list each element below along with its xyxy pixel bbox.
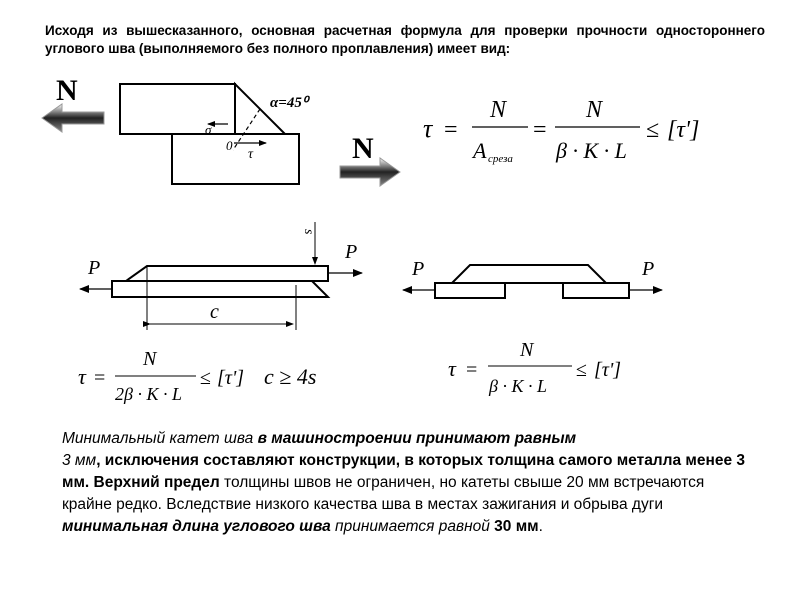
strap-leq: ≤ (576, 359, 587, 381)
bottom-part-4: , исключения составляют конструкции, в которых толщина самого металла менее 3 мм. Верхний предел (62, 452, 746, 491)
bottom-part-7: принимается равной (330, 518, 495, 535)
main-eq-2: = (533, 117, 547, 143)
force-n-left-label: N (56, 74, 78, 107)
lap-c-label: c (210, 301, 219, 323)
force-n-right-label: N (352, 132, 374, 165)
lap-joint-figure (80, 222, 362, 330)
strap-joint-figure (403, 258, 662, 298)
intro-paragraph: Исходя из вышесказанного, основная расчетная формула для проверки прочности одностороннего углового шва (выполняемого без полного проплавления) имеет вид: (45, 23, 765, 56)
lap-allow: [τ'] (217, 367, 245, 389)
force-arrow-left-icon (42, 104, 104, 132)
strap-allow: [τ'] (594, 359, 622, 381)
main-numerator-2: N (586, 97, 603, 123)
bottom-part-9: . (538, 518, 543, 535)
bottom-part-3: 3 мм (62, 452, 97, 469)
bottom-part-5: толщины швов не ограничен, но катеты свыше 20 мм встречаются крайне редко. Вследствие низкого качества шва в местах зажигания и обрыва дуги (62, 474, 705, 513)
strap-eq: = (466, 359, 478, 381)
lap-condition: c ≥ 4s (264, 364, 317, 389)
main-tau: τ (423, 114, 433, 143)
lap-denominator: 2β · K · L (115, 384, 182, 404)
main-denom-sub: среза (488, 153, 513, 165)
main-eq-1: = (444, 117, 458, 143)
upper-plate (120, 84, 235, 134)
strap-right-plate (563, 283, 629, 298)
strap-p-left-label: P (412, 258, 425, 280)
lap-numerator: N (143, 348, 157, 370)
strap-plate (452, 265, 606, 283)
lap-p-right-label: P (345, 241, 358, 263)
main-leq: ≤ (646, 117, 660, 143)
bottom-paragraph (62, 428, 752, 538)
lower-plate (172, 134, 299, 184)
lap-eq: = (94, 367, 106, 389)
bottom-part-8: 30 мм (494, 518, 539, 535)
strap-left-plate (435, 283, 505, 298)
lap-upper-plate (126, 266, 328, 281)
strap-tau: τ (448, 356, 456, 381)
bottom-part-2: в машиностроении принимают равным (253, 430, 577, 447)
sigma-label: σ (205, 122, 212, 137)
angle-label: α=45⁰ (270, 95, 308, 111)
bottom-part-1: Минимальный катет шва (62, 430, 254, 447)
strap-formula (448, 339, 621, 396)
origin-label: 0 (226, 138, 233, 153)
fillet-weld-figure (42, 74, 400, 186)
main-allow: [τ'] (667, 117, 700, 143)
main-denom-a: A (473, 138, 487, 163)
bottom-part-6: минимальная длина углового шва (62, 518, 331, 535)
lap-p-left-label: P (88, 257, 101, 279)
lap-formula (78, 348, 316, 404)
lap-tau: τ (78, 364, 86, 389)
main-formula (423, 97, 699, 165)
lap-leq: ≤ (200, 367, 211, 389)
tau-label: τ (248, 147, 254, 162)
strap-numerator: N (520, 339, 534, 361)
strap-denominator: β · K · L (489, 376, 547, 396)
main-denom-2: β · K · L (556, 138, 627, 163)
main-numerator-1: N (490, 97, 507, 123)
strap-p-right-label: P (642, 258, 655, 280)
lap-s-label: s (301, 229, 316, 235)
